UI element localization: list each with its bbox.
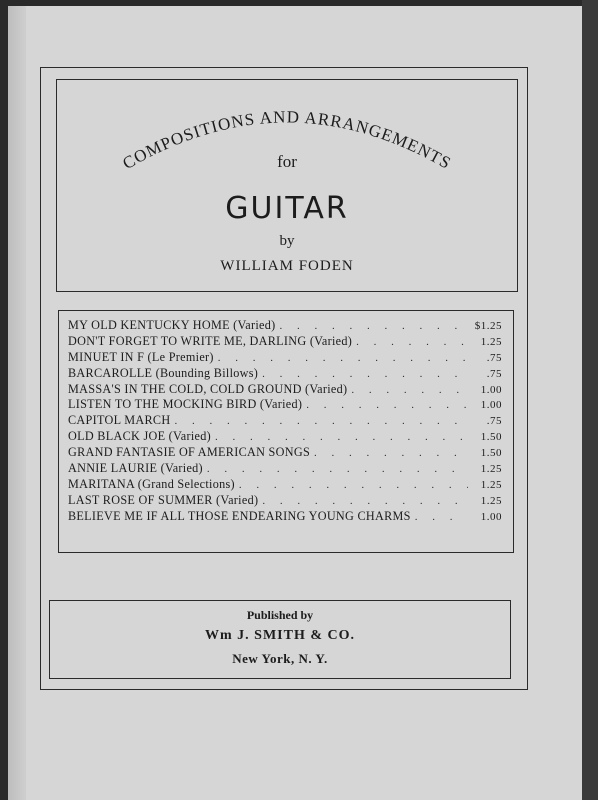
piece-price: 1.50 (480, 447, 502, 460)
by-text: by (279, 233, 295, 249)
dot-leader (215, 430, 468, 445)
piece-price: .75 (486, 367, 502, 380)
piece-title: LISTEN TO THE MOCKING BIRD (Varied) (68, 397, 303, 412)
piece-title: BARCAROLLE (Bounding Billows) (68, 365, 259, 380)
piece-price: 1.25 (480, 335, 502, 348)
piece-title: MASSA'S IN THE COLD, COLD GROUND (Varied) (68, 381, 348, 396)
piece-price: 1.50 (480, 431, 502, 444)
publisher-city: New York, N. Y. (232, 651, 328, 666)
dot-leader (262, 494, 468, 509)
dot-leader (356, 335, 468, 350)
for-text: for (277, 152, 297, 171)
dot-leader (218, 351, 468, 366)
dot-leader (174, 414, 468, 429)
dot-leader (239, 478, 468, 493)
dot-leader (280, 319, 469, 334)
piece-price: 1.00 (480, 510, 502, 523)
list-item (68, 366, 502, 382)
dot-leader (262, 367, 468, 382)
piece-title: MINUET IN F (Le Premier) (68, 349, 214, 364)
author-name: WILLIAM FODEN (220, 258, 354, 274)
instrument-title: GUITAR (225, 191, 349, 226)
dot-leader (415, 510, 468, 525)
publisher-name: Wm J. SMITH & CO. (205, 628, 355, 643)
piece-price: 1.00 (480, 399, 502, 412)
list-item (68, 493, 502, 509)
piece-title: BELIEVE ME IF ALL THOSE ENDEARING YOUNG CHARMS (68, 508, 411, 523)
piece-price: .75 (486, 351, 502, 364)
piece-price: 1.25 (480, 463, 502, 476)
list-item (68, 350, 502, 366)
piece-title: LAST ROSE OF SUMMER (Varied) (68, 492, 259, 507)
list-item (68, 318, 502, 334)
list-item (68, 413, 502, 429)
dot-leader (314, 446, 468, 461)
dot-leader (207, 462, 468, 477)
dot-leader (306, 398, 468, 413)
piece-price: $1.25 (474, 320, 502, 332)
arc-title-graphic (56, 79, 518, 199)
binding-edge (8, 6, 26, 800)
dot-leader (351, 383, 468, 398)
list-item (68, 397, 502, 413)
piece-price: 1.25 (480, 478, 502, 491)
list-item (68, 509, 502, 525)
piece-title: MY OLD KENTUCKY HOME (Varied) (68, 318, 276, 332)
piece-price: 1.25 (480, 494, 502, 507)
published-by-label: Published by (246, 608, 314, 622)
list-item (68, 429, 502, 445)
list-item (68, 382, 502, 398)
list-item (68, 334, 502, 350)
arc-title: COMPOSITIONS AND ARRANGEMENTS (119, 107, 455, 174)
list-item (68, 461, 502, 477)
piece-title: ANNIE LAURIE (Varied) (68, 461, 203, 476)
pieces-list (68, 318, 502, 525)
piece-price: .75 (486, 415, 502, 428)
piece-title: MARITANA (Grand Selections) (68, 476, 235, 491)
piece-title: DON'T FORGET TO WRITE ME, DARLING (Varied) (68, 333, 353, 348)
piece-title: GRAND FANTASIE OF AMERICAN SONGS (68, 445, 311, 460)
piece-title: OLD BLACK JOE (Varied) (68, 429, 212, 444)
piece-title: CAPITOL MARCH (68, 413, 171, 428)
piece-price: 1.00 (480, 383, 502, 396)
list-item (68, 477, 502, 493)
cover-edge (582, 0, 598, 800)
list-item (68, 445, 502, 461)
